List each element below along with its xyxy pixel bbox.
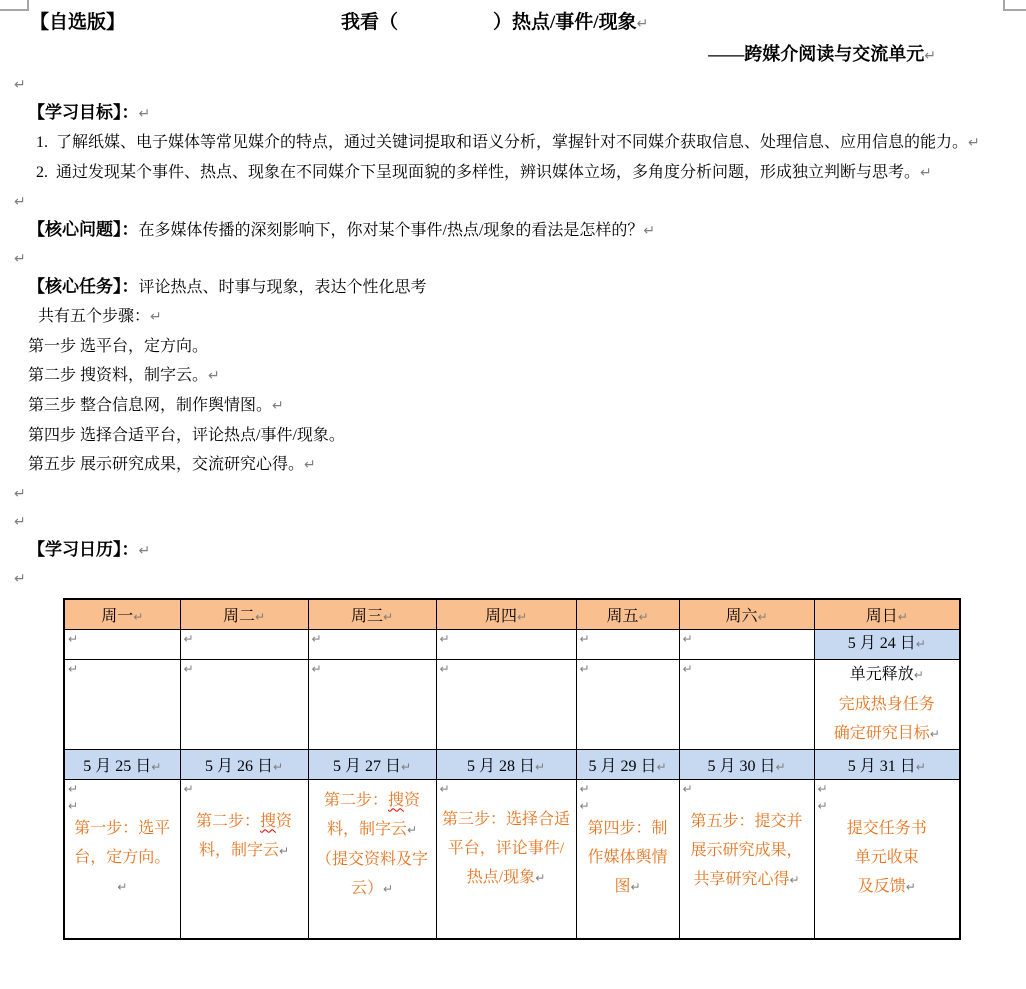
day-label: 周二 [222,607,255,625]
paragraph-mark: ↵ [133,609,144,624]
task-cell-sunday[interactable] [814,779,960,939]
task-text: 第一步：选平台，定方向。 [74,819,171,866]
paragraph-mark: ↵ [254,609,266,624]
day-header-cell[interactable] [308,599,436,629]
objective-text-body: 通过发现某个事件、热点、现象在不同媒介下呈现面貌的多样性，辨识媒体立场，多角度分析问题，形成独立判断与思考。 [56,164,921,181]
task-text-thursday [437,805,576,893]
empty-cell[interactable] [679,659,814,749]
empty-cell[interactable] [64,659,180,749]
date-cell-may-30[interactable] [679,749,814,779]
empty-cell[interactable] [64,629,180,659]
date-cell-may-31[interactable] [814,749,960,779]
task-text-saturday [680,807,814,895]
paragraph-mark: ↵ [439,661,450,676]
task-cell-saturday[interactable] [679,779,814,939]
paragraph-mark: ↵ [272,759,284,774]
calendar-heading [0,536,1026,565]
task-text: 第二步： [323,791,388,809]
paragraph-mark: ↵ [400,759,412,774]
learning-calendar-table [63,598,961,940]
step-text: 第五步 展示研究成果，交流研究心得。 [28,456,305,473]
spellcheck-flagged-text: 搜 [259,812,276,830]
empty-cell[interactable] [576,659,679,749]
step-4 [0,421,1026,450]
task-text: 第二步： [195,812,260,830]
paragraph-mark: ↵ [14,571,26,587]
paragraph-mark: ↵ [14,251,26,267]
page-margin-mark-top-left [0,0,29,11]
task-cell-tuesday[interactable] [180,779,308,939]
unit-release-line [815,660,960,690]
paragraph-mark: ↵ [915,759,926,774]
paragraph-mark: ↵ [516,609,528,624]
paragraph-mark: ↵ [150,309,162,325]
paragraph-mark: ↵ [183,661,194,676]
paragraph-mark: ↵ [924,48,936,64]
empty-cell[interactable] [436,659,576,749]
paragraph-mark: ↵ [14,194,26,210]
paragraph-mark: ↵ [382,609,394,624]
date-label: 5 月 30 日 [707,757,776,775]
document-subtitle [0,39,1026,71]
empty-paragraph [0,480,1026,508]
day-header-cell[interactable] [814,599,960,629]
day-label: 周日 [865,607,898,625]
paragraph-mark: ↵ [68,781,79,796]
date-cell-may-27[interactable] [308,749,436,779]
date-cell-may-24[interactable] [814,629,960,659]
objectives-heading [0,99,1026,128]
paragraph-mark: ↵ [638,609,649,624]
date-label: 5 月 28 日 [466,757,535,775]
objective-item [0,158,1026,188]
task-cell-monday[interactable] [64,779,180,939]
paragraph-mark: ↵ [636,16,649,32]
paragraph-mark: ↵ [304,457,316,473]
unit-release-cell[interactable] [814,659,960,749]
task-cell-thursday[interactable] [436,779,576,939]
week2-date-row [64,749,960,779]
date-label: 5 月 26 日 [204,757,273,775]
paragraph-mark: ↵ [897,609,908,624]
step-5 [0,450,1026,480]
empty-paragraph [0,188,1026,216]
day-label: 周四 [484,607,517,625]
core-question-label: 【核心问题】： [28,220,139,239]
subtitle-text: ——跨媒介阅读与交流单元 [708,44,925,64]
title-pre: 我看（ [341,12,399,33]
step-text: 第一步 选平台，定方向。 [28,338,209,355]
task-text-tuesday [181,807,308,866]
paragraph-mark: ↵ [272,398,284,414]
task-text: 第五步：提交并展示研究成果，共享研究心得 [690,812,803,888]
research-goal-line [815,719,960,749]
day-header-row [64,599,960,629]
task-extra-text: （提交资料及字云） [315,850,428,897]
week2-task-row [64,779,960,939]
paragraph-mark: ↵ [68,661,79,676]
step-text: 第二步 搜资料，制字云。 [28,367,209,384]
paragraph-mark: ↵ [920,165,932,181]
paragraph-mark: ↵ [68,631,79,646]
week1-task-row [64,659,960,749]
paragraph-mark: ↵ [682,631,693,646]
step-text: 第四步 选择合适平台，评论热点/事件/现象。 [28,427,345,444]
date-label: 5 月 25 日 [83,757,152,775]
steps-intro [0,302,1026,332]
objectives-heading-text: 【学习目标】： [28,103,139,122]
paragraph-mark: ↵ [913,667,924,682]
paragraph-mark: ↵ [817,781,828,796]
day-label: 周六 [725,607,758,625]
paragraph-mark: ↵ [579,798,590,813]
task-text: 单元收束 [854,848,919,866]
unit-release-text: 单元释放 [849,665,914,683]
steps-intro-text: 共有五个步骤： [38,308,151,325]
task-text: 资料，制字云 [326,791,421,838]
empty-cell[interactable] [436,629,576,659]
day-header-cell[interactable] [576,599,679,629]
empty-paragraph [0,508,1026,536]
paragraph-mark: ↵ [14,514,26,530]
paragraph-mark: ↵ [183,781,194,796]
paragraph-mark: ↵ [968,135,980,151]
objective-item [0,128,1026,158]
paragraph-mark: ↵ [138,106,151,122]
paragraph-mark: ↵ [682,781,693,796]
task-text: 资料，制字云 [198,812,293,859]
date-cell-may-26[interactable] [180,749,308,779]
objective-number: 1. [36,134,48,151]
paragraph-mark: ↵ [579,781,590,796]
empty-cell[interactable] [180,659,308,749]
paragraph-mark: ↵ [208,368,220,384]
core-question-text: 在多媒体传播的深刻影响下，你对某个事件/热点/现象的看法是怎样的？ [138,222,644,239]
date-cell-may-28[interactable] [436,749,576,779]
task-text: 提交任务书 [846,819,927,837]
warmup-task-text: 完成热身任务 [838,695,935,713]
paragraph-mark: ↵ [775,759,786,774]
task-text-friday [577,814,679,902]
step-3 [0,391,1026,421]
objective-text [56,158,1026,188]
week1-date-row [64,629,960,659]
step-2 [0,361,1026,391]
paragraph-mark: ↵ [183,631,194,646]
task-text: 第三步：选择合适平台，评论事件/热点/现象 [441,810,570,886]
date-label: 5 月 24 日 [847,634,916,652]
core-task [0,273,1026,302]
day-header-cell[interactable] [436,599,576,629]
day-header-cell[interactable] [180,599,308,629]
empty-cell[interactable] [180,629,308,659]
day-label: 周五 [606,607,639,625]
paragraph-mark: ↵ [278,843,290,858]
paragraph-mark: ↵ [579,661,590,676]
paragraph-mark: ↵ [14,77,26,93]
empty-cell[interactable] [308,629,436,659]
date-cell-may-29[interactable] [576,749,679,779]
paragraph-mark: ↵ [915,636,926,651]
task-text-monday [65,814,180,902]
paragraph-mark: ↵ [535,870,546,885]
empty-paragraph [0,565,1026,593]
empty-cell[interactable] [308,659,436,749]
date-label: 5 月 27 日 [332,757,401,775]
paragraph-mark: ↵ [138,543,151,559]
paragraph-mark: ↵ [68,798,79,813]
paragraph-mark: ↵ [311,631,322,646]
paragraph-mark: ↵ [682,661,693,676]
paragraph-mark: ↵ [117,879,128,894]
empty-paragraph [0,245,1026,273]
research-goal-text: 确定研究目标 [833,724,930,742]
paragraph-mark: ↵ [14,486,26,502]
day-header-cell[interactable] [64,599,180,629]
title-post: ）热点/事件/现象 [493,12,637,33]
paragraph-mark: ↵ [630,879,641,894]
empty-paragraph [0,71,1026,99]
paragraph-mark: ↵ [311,661,322,676]
paragraph-mark: ↵ [534,759,546,774]
step-text: 第三步 整合信息网，制作舆情图。 [28,397,273,414]
task-text-wednesday [309,786,436,904]
paragraph-mark: ↵ [151,759,162,774]
paragraph-mark: ↵ [929,726,940,741]
core-task-text: 评论热点、时事与现象，表达个性化思考 [138,279,427,296]
date-label: 5 月 31 日 [847,757,916,775]
day-header-cell[interactable] [679,599,814,629]
paragraph-mark: ↵ [643,223,656,239]
task-cell-wednesday[interactable] [308,779,436,939]
paragraph-mark: ↵ [789,872,800,887]
paragraph-mark: ↵ [817,798,828,813]
task-text: 第四步：制作媒体舆情图 [587,819,668,895]
objective-text-body: 了解纸媒、电子媒体等常见媒介的特点，通过关键词提取和语义分析，掌握针对不同媒介获取信息、处理信息、应用信息的能力。 [56,134,969,151]
paragraph-mark: ↵ [757,609,768,624]
paragraph-mark: ↵ [406,822,418,837]
paragraph-mark: ↵ [579,631,590,646]
paragraph-mark: ↵ [439,781,450,796]
paragraph-mark: ↵ [905,879,916,894]
spellcheck-flagged-text: 搜 [387,791,404,809]
task-text-sunday [815,814,960,902]
core-task-label: 【核心任务】： [28,277,139,296]
day-label: 周一 [101,607,134,625]
paragraph-mark: ↵ [439,631,450,646]
paragraph-mark: ↵ [656,759,667,774]
paragraph-mark: ↵ [382,881,394,896]
day-label: 周三 [350,607,383,625]
task-cell-friday[interactable] [576,779,679,939]
date-label: 5 月 29 日 [588,757,657,775]
document-title [0,8,1026,39]
date-cell-may-25[interactable] [64,749,180,779]
core-question [0,216,1026,245]
version-label: 【自选版】 [30,12,126,33]
page-margin-mark-top-right [1003,0,1026,11]
task-text: 及反馈 [857,877,906,895]
objective-number: 2. [36,164,48,181]
empty-cell[interactable] [576,629,679,659]
step-1 [0,332,1026,361]
warmup-task-line [815,690,960,719]
empty-cell[interactable] [679,629,814,659]
objective-text [56,128,1026,158]
calendar-heading-text: 【学习日历】： [28,540,139,559]
